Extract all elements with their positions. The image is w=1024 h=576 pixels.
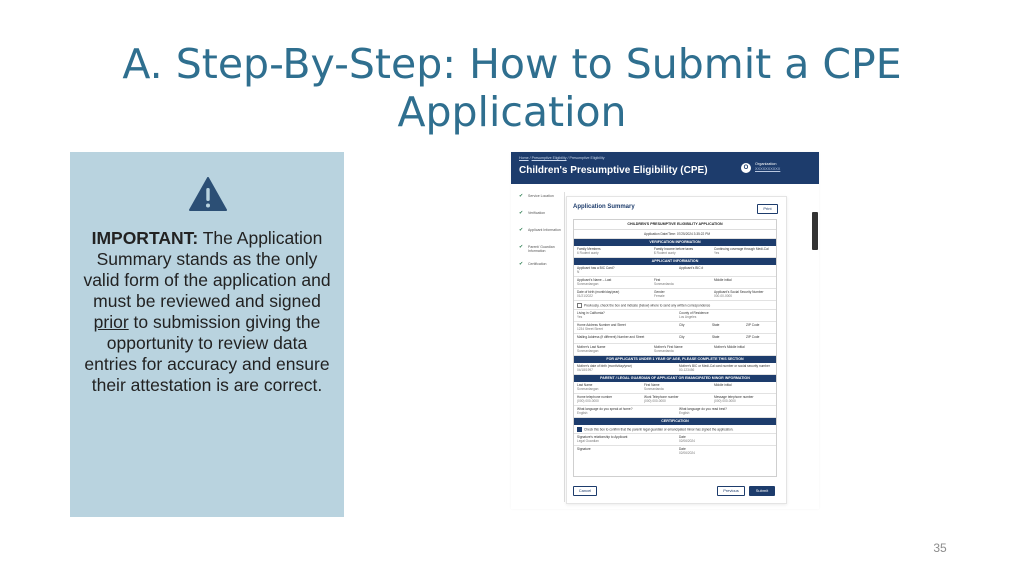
field-label: County of Residence	[679, 311, 709, 315]
card-title: Application Summary	[573, 204, 635, 210]
field-label: Date of birth (month/day/year)	[577, 290, 620, 294]
side-scroll-tab[interactable]	[812, 212, 818, 250]
field-label: Applicant's BIC #	[679, 266, 704, 270]
field-label: Last Name	[577, 383, 593, 387]
field-label: Mother's BIC or Medi-Cal card number or social security number	[679, 364, 770, 368]
field-value: Sonmanlangan	[577, 387, 599, 391]
field-label: Middle initial	[714, 278, 732, 282]
breadcrumb-sep: /	[567, 156, 569, 160]
organization-name-label: Organization	[755, 162, 777, 166]
callout-text-part2: to submission giving the opportunity to review data entries for accuracy and ensure their attestation is are correct.	[84, 312, 330, 395]
form-row	[574, 382, 776, 394]
previous-button[interactable]: Previous	[717, 486, 745, 496]
form-row	[574, 344, 776, 356]
step-item[interactable]	[519, 262, 563, 279]
field-label: Mother's date of birth (month/day/year)	[577, 364, 632, 368]
form-row	[574, 277, 776, 289]
step-item[interactable]	[519, 194, 563, 211]
app-title: Children's Presumptive Eligibility (CPE)	[519, 165, 708, 176]
breadcrumb-home[interactable]: Home	[519, 156, 529, 160]
important-callout-text	[80, 228, 334, 396]
field-label: Mailing Address (if different) Number and Street	[577, 335, 645, 339]
field-label: Signature	[577, 447, 591, 451]
field-label: Work Telephone number	[644, 395, 679, 399]
applicant-header: APPLICANT INFORMATION	[574, 258, 776, 265]
warning-icon	[189, 177, 227, 211]
breadcrumb-current: Presumptive Eligibility	[569, 156, 605, 160]
important-label: IMPORTANT:	[91, 228, 199, 248]
step-label: Applicant Information	[528, 228, 561, 232]
field-value: English	[577, 411, 588, 415]
cpe-application-screenshot	[511, 152, 819, 509]
field-label: First	[654, 278, 661, 282]
field-label: Date	[679, 447, 686, 451]
certification-checkbox[interactable]	[577, 427, 582, 432]
field-label: Previously, check the box and indicate (below) where to send any written correspondence	[584, 303, 711, 308]
field-value: N	[577, 270, 580, 274]
field-label: What language do you read best?	[679, 407, 727, 411]
form-row	[574, 301, 776, 310]
form-row	[574, 406, 776, 418]
field-label: ZIP Code	[746, 323, 760, 327]
check-icon: ✔	[519, 244, 524, 250]
step-label: Certification	[528, 262, 547, 266]
form-row	[574, 394, 776, 406]
field-value: Yes	[577, 315, 583, 319]
field-value: Legal Guardian	[577, 439, 599, 443]
field-value: Female	[654, 294, 665, 298]
field-value: 6 Rodent aunty	[577, 251, 599, 255]
under-one-header: FOR APPLICANTS UNDER 1 YEAR OF AGE, PLEASE COMPLETE THIS SECTION	[574, 356, 776, 363]
field-label: Check this box to confirm that the parent/ legal guardian or emancipated minor has signed the application.	[584, 427, 734, 432]
check-icon: ✔	[519, 210, 524, 216]
callout-text-part1: The Application Summary stands as the only valid form of the application and must be reviewed and signed	[83, 228, 331, 311]
field-label: Continuing coverage through Medi-Cal	[714, 247, 769, 251]
breadcrumb	[519, 156, 605, 160]
form-row	[574, 446, 776, 457]
field-value: (000) 000-0000	[644, 399, 666, 403]
field-label: City	[679, 323, 685, 327]
field-label: Family Income before taxes	[654, 247, 694, 251]
form-row	[574, 334, 776, 344]
field-value: 02/06/2024	[679, 439, 695, 443]
field-label: Home Address Number and Street	[577, 323, 626, 327]
step-label: Service Location	[528, 194, 554, 198]
field-label: Message telephone number	[714, 395, 754, 399]
field-label: Home telephone number	[577, 395, 613, 399]
date-row	[574, 230, 776, 239]
form-row	[574, 425, 776, 434]
field-label: First Name	[644, 383, 660, 387]
field-label: Mother's Middle initial	[714, 345, 745, 349]
check-icon: ✔	[519, 227, 524, 233]
card-footer	[573, 486, 780, 496]
check-icon: ✔	[519, 193, 524, 199]
field-label: Living in California?	[577, 311, 605, 315]
form-row	[574, 265, 776, 277]
field-label: State	[712, 323, 720, 327]
organization-avatar: O	[741, 163, 751, 173]
slide-title-line1: A. Step-By-Step: How to Submit a CPE	[122, 40, 902, 88]
step-label: Parent/ Guardian Information	[528, 245, 555, 253]
form-row	[574, 434, 776, 446]
certification-header: CERTIFICATION	[574, 418, 776, 425]
field-value: 04/18/1997	[577, 368, 593, 372]
field-label: Applicant's Name – Last	[577, 278, 612, 282]
field-label: Applicant's Social Security Number	[714, 290, 764, 294]
field-label: Mother's Last Name	[577, 345, 606, 349]
form-row	[574, 246, 776, 258]
step-label: Verification	[528, 211, 546, 215]
field-label: Gender	[654, 290, 665, 294]
field-value: $ Rodent aunty	[654, 251, 676, 255]
breadcrumb-item[interactable]: Presumptive Eligibility	[531, 156, 567, 160]
organization-name	[755, 162, 780, 172]
field-label: Middle initial	[714, 383, 732, 387]
step-item[interactable]	[519, 228, 563, 245]
application-date: Application Date/Time: 07/25/2024 3:35:22 PM	[644, 232, 710, 236]
slide-title	[0, 40, 1024, 136]
application-form	[573, 219, 777, 477]
field-value: 000-00-0000	[714, 294, 733, 298]
page-number: 35	[933, 541, 947, 555]
mailing-checkbox[interactable]	[577, 303, 582, 308]
field-value: 1234 Street Street	[577, 327, 603, 331]
field-value: Yes	[714, 251, 720, 255]
field-value: (000) 000-0000	[714, 399, 736, 403]
verification-header: VERIFICATION INFORMATION	[574, 239, 776, 246]
application-summary-card	[566, 196, 787, 504]
field-value: Sonmanlanda	[654, 282, 674, 286]
field-label: City	[679, 335, 685, 339]
app-header	[511, 152, 819, 184]
field-label: ZIP Code	[746, 335, 760, 339]
step-item[interactable]	[519, 245, 563, 262]
parent-guardian-header: PARENT / LEGAL GUARDIAN OF APPLICANT OR EMANCIPATED MINOR INFORMATION	[574, 375, 776, 382]
field-value: 01/21/2022	[577, 294, 593, 298]
field-label: Signature's relationship to Applicant	[577, 435, 628, 439]
field-value: Sonmanlanda	[644, 387, 664, 391]
form-heading: CHILDREN'S PRESUMPTIVE ELIGIBILITY APPLICATION	[574, 220, 776, 230]
field-value: Sonmanlanda	[654, 349, 674, 353]
form-row	[574, 363, 776, 375]
field-label: Applicant has a BIC Card?	[577, 266, 615, 270]
field-value: Sonmanlangan	[577, 349, 599, 353]
step-item[interactable]	[519, 211, 563, 228]
form-row	[574, 289, 776, 301]
cancel-button[interactable]: Cancel	[573, 486, 597, 496]
field-value: (000) 000-0000	[577, 399, 599, 403]
field-label: Family Members	[577, 247, 601, 251]
field-value: 00-123456	[679, 368, 695, 372]
field-label: Mother's First Name	[654, 345, 683, 349]
submit-button[interactable]: Submit	[749, 486, 775, 496]
step-list	[519, 194, 563, 279]
organization-sub[interactable]: XXXXXXXXXX	[755, 167, 781, 171]
field-value: Los Angeles	[679, 315, 697, 319]
field-value: Sonmanlangan	[577, 282, 599, 286]
slide-title-line2: Application	[397, 88, 627, 136]
callout-text-underlined: prior	[93, 312, 129, 332]
organization-menu[interactable]	[741, 162, 815, 176]
field-value: English	[679, 411, 690, 415]
print-button[interactable]: Print	[757, 204, 778, 214]
field-label: What language do you speak at home?	[577, 407, 633, 411]
check-icon: ✔	[519, 261, 524, 267]
breadcrumb-sep: /	[529, 156, 531, 160]
field-value: 02/06/2024	[679, 451, 695, 455]
field-label: Date	[679, 435, 686, 439]
field-label: State	[712, 335, 720, 339]
form-row	[574, 322, 776, 334]
form-row	[574, 310, 776, 322]
sidebar-divider	[564, 192, 565, 502]
